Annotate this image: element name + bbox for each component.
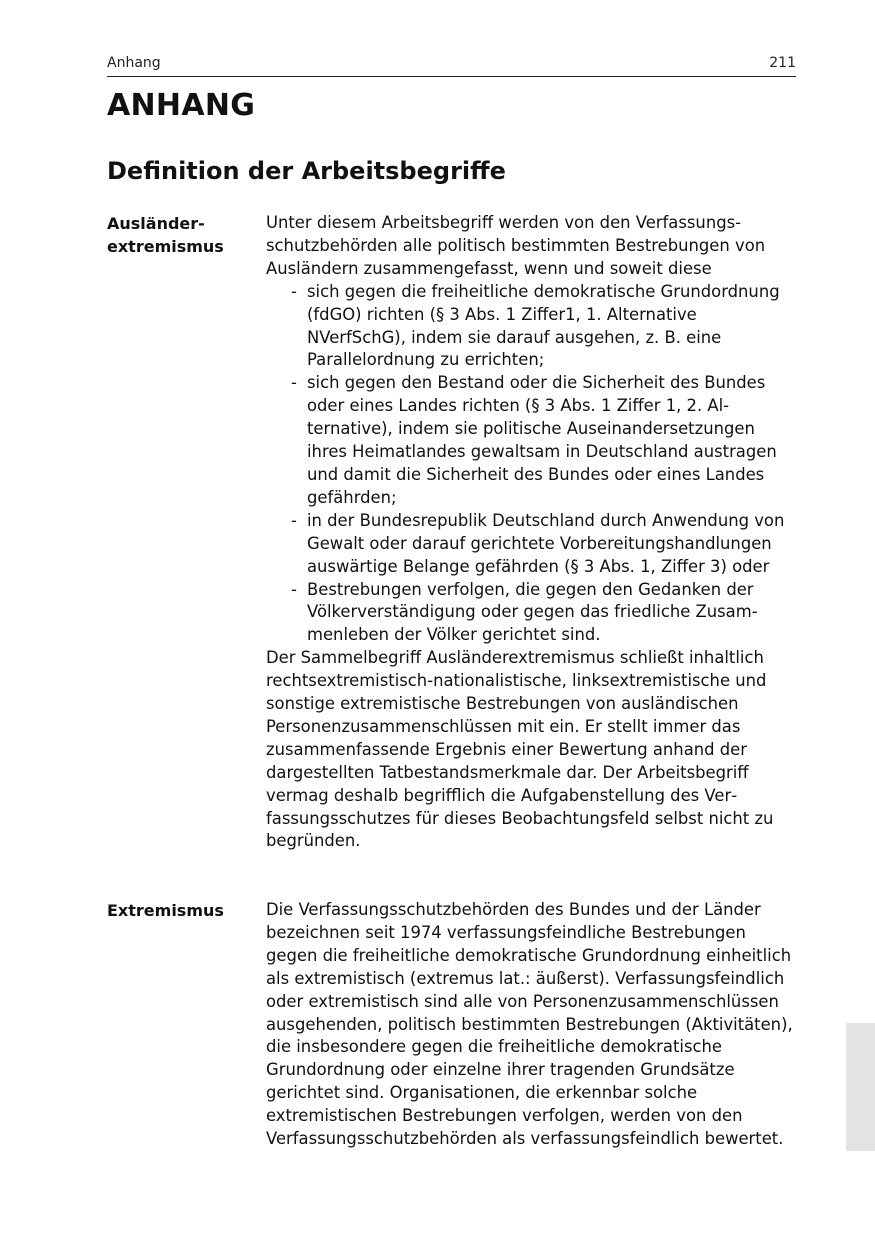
page-title: ANHANG (107, 88, 256, 123)
definition-auslaenderextremismus (266, 212, 798, 853)
thumb-index-tab (846, 1023, 875, 1151)
running-header (107, 50, 796, 77)
definition-closing: Der Sammelbegriff Ausländerextremismus schließt inhaltlich rechtsextremistisch-nationalistische, linksextremistische und sonstige extremistische Bestrebungen von ausländischen Personenzusammenschlüssen mit ein. Er stellt immer das zusammenfassende Ergebnis einer Bewertung anhand der dargestellten Tatbestandsmerkmale dar. Der Arbeitsbegriff vermag deshalb begrifflich die Aufgabenstellung des Verfassungsschutzes für dieses Beobachtungsfeld selbst nicht zu begründen. (266, 648, 774, 851)
term-line-1: Ausländer- (107, 214, 205, 233)
definition-intro: Unter diesem Arbeitsbegriff werden von den Verfassungsschutzbehörden alle politisch bestimmten Bestrebungen von Ausländern zusammengefasst, wenn und soweit diese (266, 213, 766, 278)
term-auslaenderextremismus (107, 212, 257, 258)
running-header-section: Anhang (107, 55, 161, 71)
criteria-item: - Bestrebungen verfolgen, die gegen den Gedanken der Völkerverständigung oder gegen das friedliche Zusammenleben der Völker gerichtet sind. (266, 579, 798, 648)
section-subtitle: Definition der Arbeitsbegriffe (107, 157, 506, 185)
criteria-item: - in der Bundesrepublik Deutschland durch Anwendung von Gewalt oder darauf gerichtete Vorbereitungshandlungen auswärtige Belange gefährden (§ 3 Abs. 1, Ziffer 3) oder (266, 510, 798, 579)
page-number: 211 (769, 55, 796, 71)
criteria-item: - sich gegen die freiheitliche demokratische Grundordnung (fdGO) richten (§ 3 Abs. 1 Ziffer1, 1. Alternative NVerfSchG), indem sie darauf ausgehen, z. B. eine Parallelordnung zu errichten; (266, 281, 798, 373)
criteria-list (266, 281, 798, 648)
criteria-item: - sich gegen den Bestand oder die Sicherheit des Bundes oder eines Landes richten (§ 3 Abs. 1 Ziffer 1, 2. Alternative), indem sie politische Auseinandersetzungen ihres Heimatlandes gewaltsam in Deutschland austragen und damit die Sicherheit des Bundes oder eines Landes gefährden; (266, 372, 798, 509)
term-line-2: extremismus (107, 237, 224, 256)
term-extremismus: Extremismus (107, 901, 224, 920)
definition-extremismus (266, 899, 798, 1151)
definition-text: Die Verfassungsschutzbehörden des Bundes und der Länder bezeichnen seit 1974 verfassungsfeindliche Bestrebungen gegen die freiheitliche demokratische Grundordnung einheitlich als extremistisch (extremus lat.: äußerst). Verfassungsfeindlich oder extremistisch sind alle von Personenzusammenschlüssen ausgehenden, politisch bestimmten Bestrebungen (Aktivitäten), die insbesondere gegen die freiheitliche demokratische Grundordnung oder einzelne ihrer tragenden Grundsätze gerichtet sind. Organisationen, die erkennbar solche extremistischen Bestrebungen verfolgen, werden von den Verfassungsschutzbehörden als verfassungsfeindlich bewertet. (266, 900, 793, 1149)
